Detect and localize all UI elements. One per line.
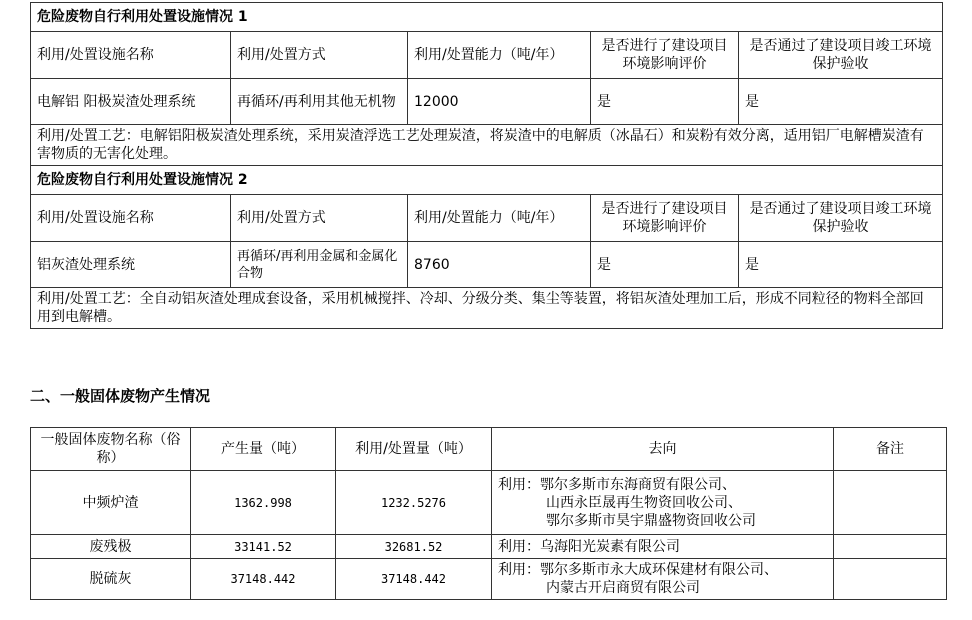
destination-line: 山西永臣晟再生物资回收公司、 — [546, 494, 742, 511]
table-row — [31, 559, 947, 600]
remark — [834, 535, 947, 559]
remark — [834, 471, 947, 535]
used-amount: 1232.5276 — [336, 471, 492, 535]
destination-line: 利用：乌海阳光炭素有限公司 — [498, 538, 680, 555]
produced-amount: 33141.52 — [191, 535, 336, 559]
facility-2-eia: 是 — [591, 242, 739, 288]
destination-line: 鄂尔多斯市昊宇鼎盛物资回收公司 — [546, 512, 756, 529]
destination-line: 利用：鄂尔多斯市永大成环保建材有限公司、 — [498, 562, 778, 578]
col-header-facility-name: 利用/处置设施名称 — [31, 195, 231, 242]
facility-2-method: 再循环/再利用金属和金属化合物 — [231, 242, 408, 288]
facility-1-eia: 是 — [591, 79, 739, 125]
col-header-facility-name: 利用/处置设施名称 — [31, 32, 231, 79]
col-header-acceptance: 是否通过了建设项目竣工环境保护验收 — [739, 32, 943, 79]
hazardous-facilities-table — [30, 2, 943, 329]
col-header-capacity: 利用/处置能力（吨/年） — [408, 195, 591, 242]
destination-line: 利用：鄂尔多斯市东海商贸有限公司、 — [498, 476, 736, 493]
col-header-produced: 产生量（吨） — [191, 428, 336, 471]
col-header-method: 利用/处置方式 — [231, 32, 408, 79]
col-header-destination: 去向 — [492, 428, 834, 471]
produced-amount: 37148.442 — [191, 559, 336, 600]
col-header-capacity: 利用/处置能力（吨/年） — [408, 32, 591, 79]
table-row — [31, 471, 947, 535]
col-header-eia: 是否进行了建设项目环境影响评价 — [591, 32, 739, 79]
destination — [492, 471, 834, 535]
used-amount: 37148.442 — [336, 559, 492, 600]
used-amount: 32681.52 — [336, 535, 492, 559]
facility-2-capacity: 8760 — [408, 242, 591, 288]
waste-name: 中频炉渣 — [31, 471, 191, 535]
facility-2-title: 危险废物自行利用处置设施情况 2 — [31, 166, 943, 195]
facility-1-title: 危险废物自行利用处置设施情况 1 — [31, 3, 943, 32]
waste-name: 脱硫灰 — [31, 559, 191, 600]
col-header-used: 利用/处置量（吨） — [336, 428, 492, 471]
facility-1-name: 电解铝 阳极炭渣处理系统 — [31, 79, 231, 125]
facility-1-capacity: 12000 — [408, 79, 591, 125]
destination — [492, 535, 834, 559]
section-2-heading: 二、一般固体废物产生情况 — [30, 387, 211, 405]
facility-2-name: 铝灰渣处理系统 — [31, 242, 231, 288]
col-header-eia: 是否进行了建设项目环境影响评价 — [591, 195, 739, 242]
general-solid-waste-table — [30, 427, 947, 600]
destination-line: 内蒙古开启商贸有限公司 — [546, 580, 700, 596]
col-header-method: 利用/处置方式 — [231, 195, 408, 242]
remark — [834, 559, 947, 600]
produced-amount: 1362.998 — [191, 471, 336, 535]
col-header-waste-name: 一般固体废物名称（俗称） — [31, 428, 191, 471]
col-header-acceptance: 是否通过了建设项目竣工环境保护验收 — [739, 195, 943, 242]
table-row — [31, 535, 947, 559]
col-header-remark: 备注 — [834, 428, 947, 471]
waste-name: 废残极 — [31, 535, 191, 559]
facility-2-process: 利用/处置工艺：全自动铝灰渣处理成套设备，采用机械搅拌、冷却、分级分类、集尘等装置，将铝灰渣处理加工后，形成不同粒径的物料全部回用到电解槽。 — [31, 288, 943, 329]
destination — [492, 559, 834, 600]
facility-1-process: 利用/处置工艺：电解铝阳极炭渣处理系统，采用炭渣浮选工艺处理炭渣，将炭渣中的电解质（冰晶石）和炭粉有效分离，适用铝厂电解槽炭渣有害物质的无害化处理。 — [31, 125, 943, 166]
facility-1-acceptance: 是 — [739, 79, 943, 125]
facility-1-method: 再循环/再利用其他无机物 — [231, 79, 408, 125]
facility-2-acceptance: 是 — [739, 242, 943, 288]
